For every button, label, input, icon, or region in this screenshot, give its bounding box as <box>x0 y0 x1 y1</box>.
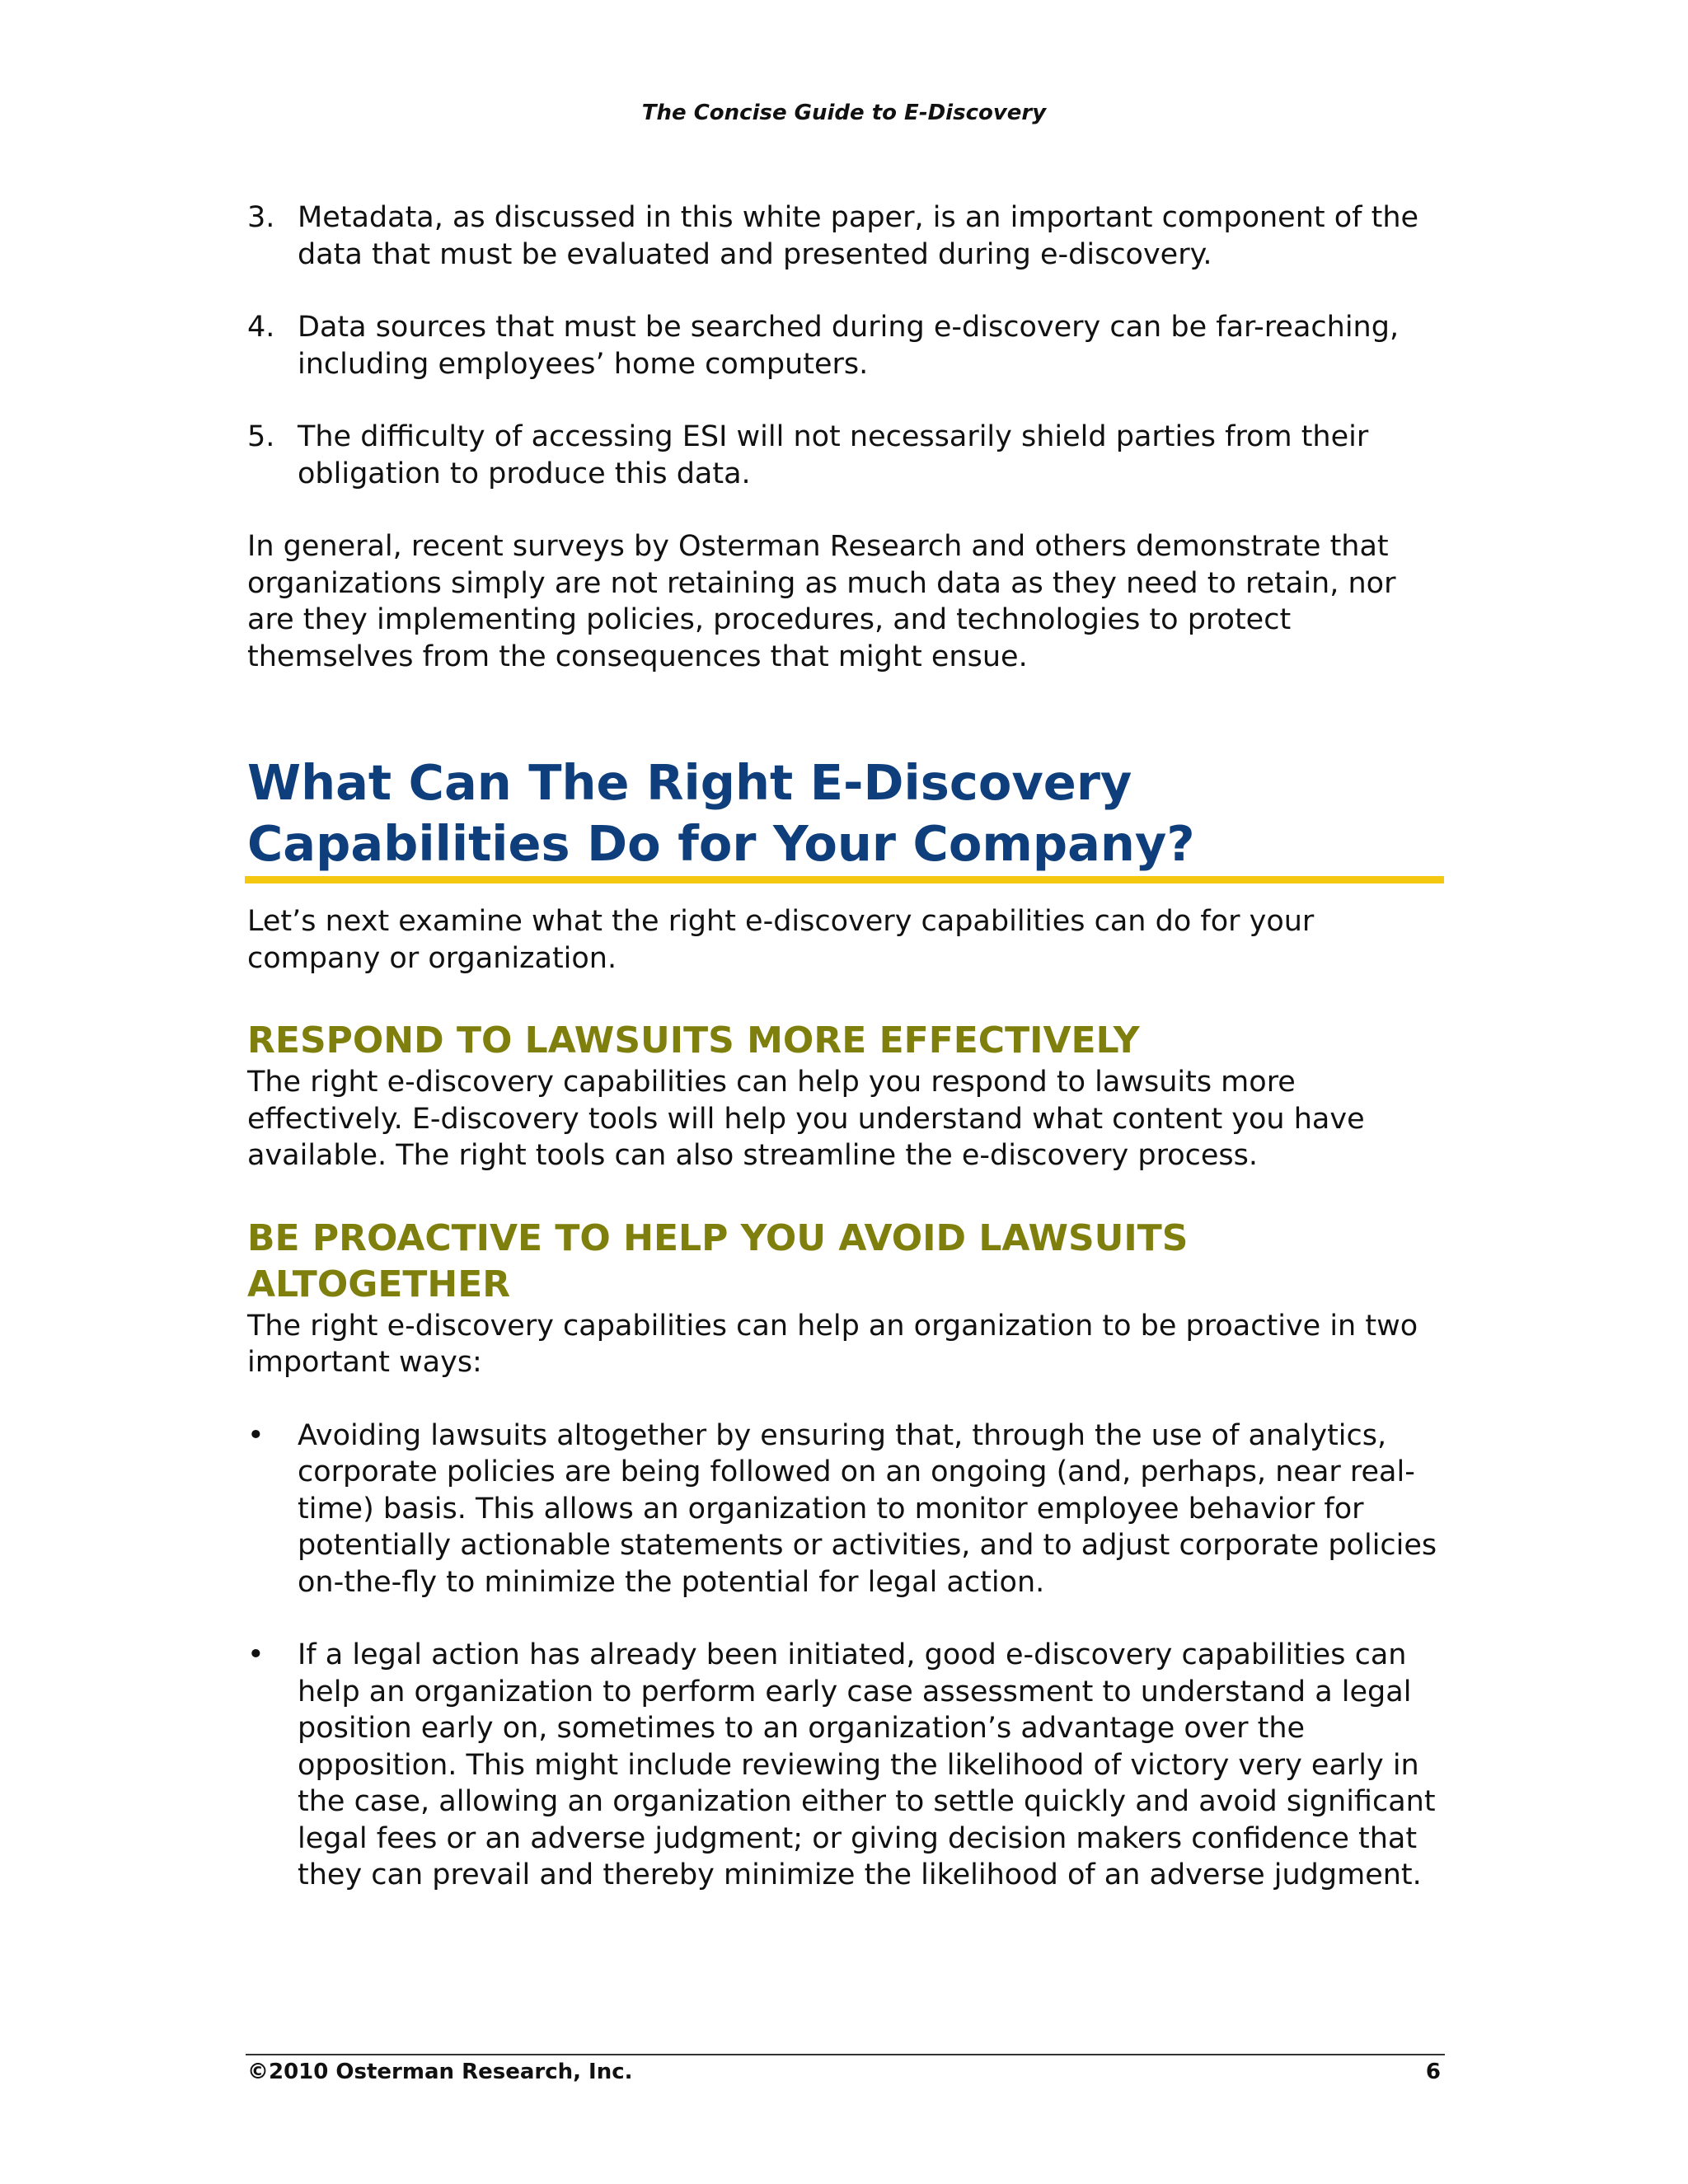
running-header: The Concise Guide to E-Discovery <box>641 101 1047 125</box>
section-title: What Can The Right E-Discovery Capabilities Do for Your Company? <box>247 754 1195 872</box>
numbered-list-item <box>247 309 1444 382</box>
bullet-text: Avoiding lawsuits altogether by ensuring that, through the use of analytics, corporate policies are being followed on an ongoing (and, perhaps, near real-time) basis. This allows an organization to monitor employee behavior for potentially actionable statements or activities, and to adjust corporate policies on-the-fly to minimize the potential for legal action. <box>298 1418 1437 1599</box>
subheading-proactive: BE PROACTIVE TO HELP YOU AVOID LAWSUITS ALTOGETHER <box>247 1216 1189 1305</box>
list-number: 5. <box>247 420 275 453</box>
bullet-text: If a legal action has already been initiated, good e-discovery capabilities can help an organization to perform early case assessment to understand a legal position early on, sometimes to an organization’s advantage over the opposition. This might include reviewing the likelihood of victory very early in the case, allowing an organization either to settle quickly and avoid significant legal fees or an adverse judgment; or giving decision makers confidence that they can prevail and thereby minimize the likelihood of an adverse judgment. <box>298 1638 1436 1891</box>
title-underline <box>245 876 1444 883</box>
numbered-list-item <box>247 419 1444 492</box>
subheading-respond: RESPOND TO LAWSUITS MORE EFFECTIVELY <box>247 1019 1140 1062</box>
list-item-text: Metadata, as discussed in this white paper, is an important component of the data that must be evaluated and presented during e-discovery. <box>298 201 1419 271</box>
page-number: 6 <box>1425 2060 1441 2084</box>
bullet-list-item <box>247 1637 1444 1894</box>
bullet-icon: • <box>247 1638 265 1671</box>
numbered-list-item <box>247 199 1444 273</box>
footer-divider <box>246 2054 1445 2055</box>
subsection-proactive-text: The right e-discovery capabilities can help an organization to be proactive in two important ways: <box>247 1309 1418 1379</box>
footer-copyright: ©2010 Osterman Research, Inc. <box>247 2060 633 2084</box>
list-number: 4. <box>247 311 275 344</box>
list-number: 3. <box>247 201 275 234</box>
list-item-text: Data sources that must be searched during e-discovery can be far-reaching, including employees’ home computers. <box>298 311 1400 381</box>
subsection-respond-text: The right e-discovery capabilities can help you respond to lawsuits more effectively. E-discovery tools will help you understand what content you have available. The right tools can also streamline the e-discovery process. <box>247 1066 1365 1172</box>
list-item-text: The difficulty of accessing ESI will not necessarily shield parties from their obligation to produce this data. <box>298 420 1369 490</box>
bullet-list-item <box>247 1418 1444 1601</box>
page-content <box>247 199 1444 1894</box>
general-paragraph: In general, recent surveys by Osterman Research and others demonstrate that organizations simply are not retaining as much data as they need to retain, nor are they implementing policies, procedures, and technologies to protect themselves from the consequences that might ensue. <box>247 530 1396 673</box>
bullet-icon: • <box>247 1418 265 1452</box>
section-intro: Let’s next examine what the right e-discovery capabilities can do for your company or organization. <box>247 905 1315 975</box>
